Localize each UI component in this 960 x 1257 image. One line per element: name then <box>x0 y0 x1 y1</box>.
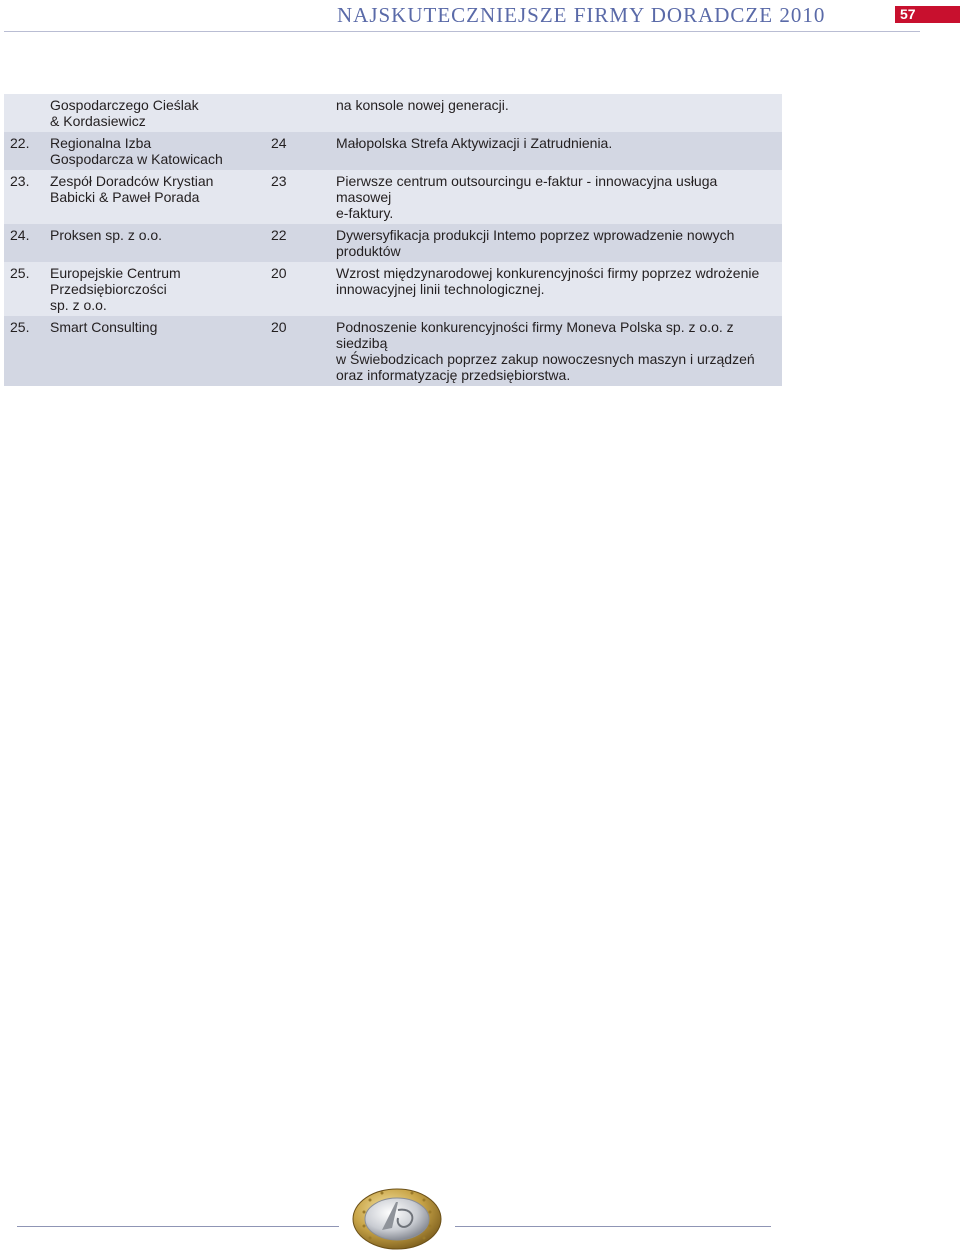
table-row <box>4 94 782 132</box>
project-description-line: innowacyjnej linii technologicznej. <box>336 281 545 297</box>
rank-cell <box>4 94 50 132</box>
company-name-cell <box>50 262 271 316</box>
project-description-cell <box>336 262 782 316</box>
company-name-cell <box>50 316 271 386</box>
points-cell: 20 <box>271 319 287 335</box>
project-description-cell <box>336 94 782 132</box>
company-name-line: Smart Consulting <box>50 319 158 335</box>
table-row <box>4 316 782 386</box>
rank-cell: 25. <box>10 265 30 281</box>
ranking-table <box>4 94 782 386</box>
points-cell <box>271 94 336 132</box>
header-divider <box>4 31 920 32</box>
rank-cell: 24. <box>10 227 30 243</box>
company-name-cell <box>50 170 271 224</box>
points-cell: 23 <box>271 173 287 189</box>
company-name-line: Babicki & Paweł Porada <box>50 189 200 205</box>
page-title: NAJSKUTECZNIEJSZE FIRMY DORADCZE 2010 <box>337 3 826 27</box>
project-description-line: Podnoszenie konkurencyjności firmy Moneva Polska sp. z o.o. z siedzibą <box>336 319 734 351</box>
points-cell: 20 <box>271 265 287 281</box>
project-description-cell <box>336 316 782 386</box>
page-number-badge: 57 <box>895 6 960 23</box>
company-name-line: sp. z o.o. <box>50 297 107 313</box>
euro-coin-icon <box>352 1188 442 1250</box>
company-name-line: Gospodarcza w Katowicach <box>50 151 223 167</box>
points-cell: 24 <box>271 135 287 151</box>
company-name-line: Regionalna Izba <box>50 135 152 151</box>
project-description-cell <box>336 132 782 170</box>
project-description-line: na konsole nowej generacji. <box>336 97 509 113</box>
rank-cell: 25. <box>10 319 30 335</box>
table-row <box>4 170 782 224</box>
company-name-line: Gospodarczego Cieślak <box>50 97 199 113</box>
footer-divider-left <box>17 1226 339 1227</box>
project-description-line: oraz informatyzację przedsiębiorstwa. <box>336 367 571 383</box>
company-name-line: Zespół Doradców Krystian <box>50 173 214 189</box>
rank-cell: 23. <box>10 173 30 189</box>
table-row <box>4 132 782 170</box>
company-name-cell <box>50 224 271 262</box>
company-name-line: Proksen sp. z o.o. <box>50 227 163 243</box>
company-name-cell <box>50 94 271 132</box>
company-name-cell <box>50 132 271 170</box>
table-row <box>4 262 782 316</box>
footer-divider-right <box>455 1226 771 1227</box>
table-row <box>4 224 782 262</box>
project-description-line: Małopolska Strefa Aktywizacji i Zatrudnienia. <box>336 135 613 151</box>
company-name-line: Europejskie Centrum <box>50 265 181 281</box>
project-description-line: Wzrost międzynarodowej konkurencyjności firmy poprzez wdrożenie <box>336 265 760 281</box>
project-description-line: e-faktury. <box>336 205 394 221</box>
company-name-line: Przedsiębiorczości <box>50 281 167 297</box>
project-description-line: Dywersyfikacja produkcji Intemo poprzez wprowadzenie nowych produktów <box>336 227 735 259</box>
project-description-line: Pierwsze centrum outsourcingu e-faktur - innowacyjna usługa masowej <box>336 173 718 205</box>
points-cell: 22 <box>271 227 287 243</box>
project-description-cell <box>336 224 782 262</box>
project-description-line: w Świebodzicach poprzez zakup nowoczesnych maszyn i urządzeń <box>336 351 755 367</box>
rank-cell: 22. <box>10 135 30 151</box>
company-name-line: & Kordasiewicz <box>50 113 146 129</box>
project-description-cell <box>336 170 782 224</box>
